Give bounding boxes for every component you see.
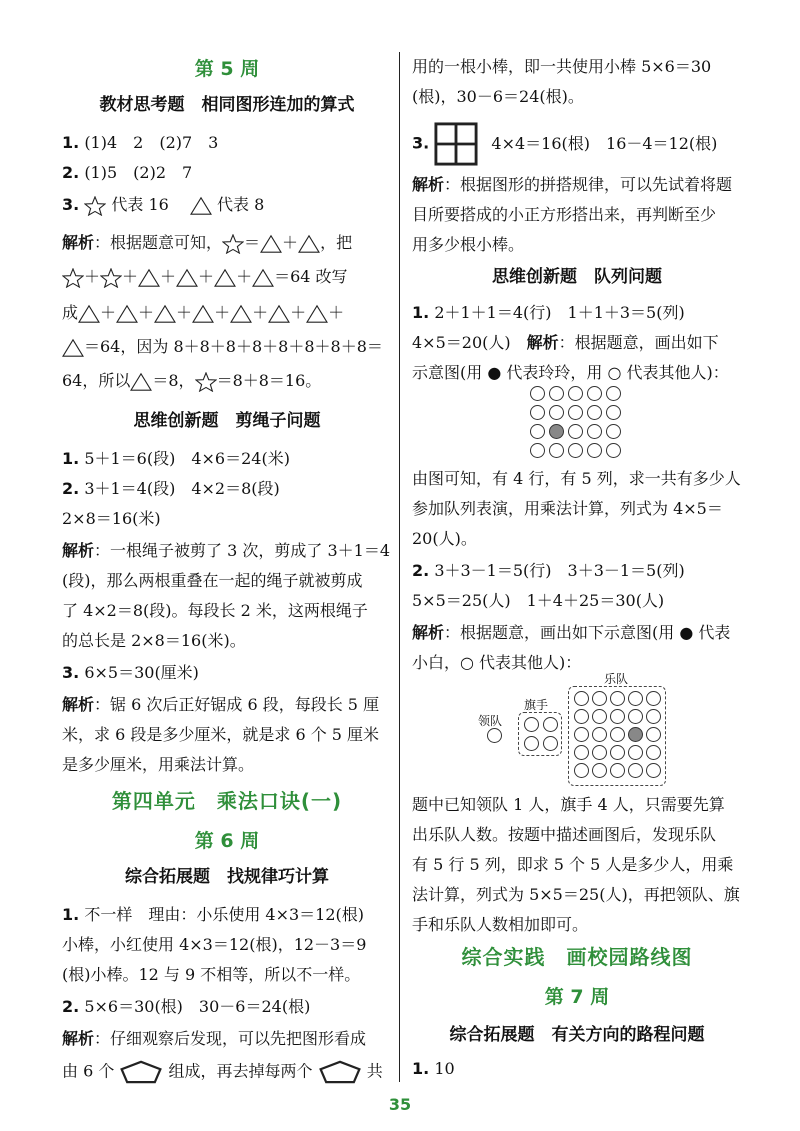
analysis-line: 的总长是 2×8＝16(米)。 bbox=[62, 631, 246, 650]
person-circle bbox=[549, 424, 564, 439]
person-circle bbox=[568, 386, 583, 401]
triangle-icon bbox=[176, 268, 198, 288]
person-circle bbox=[574, 691, 589, 706]
analysis-line: 手和乐队人数相加即可。 bbox=[412, 915, 589, 934]
person-circle bbox=[646, 745, 661, 760]
section-title-pattern: 综合拓展题 找规律巧计算 bbox=[125, 867, 329, 887]
triangle-icon bbox=[130, 372, 152, 392]
person-circle bbox=[549, 386, 564, 401]
analysis-line: 参加队列表演，用乘法计算，列式为 4×5＝ bbox=[412, 499, 723, 518]
person-circle bbox=[606, 443, 621, 458]
analysis-line: 是多少厘米，用乘法计算。 bbox=[62, 755, 255, 774]
person-circle bbox=[592, 691, 607, 706]
triangle-icon bbox=[62, 338, 84, 358]
analysis-line: 用多少根小棒。 bbox=[412, 235, 525, 254]
person-circle bbox=[549, 405, 564, 420]
analysis-line: 解析：根据图形的拼搭规律，可以先试着将题 bbox=[412, 175, 733, 194]
person-circle bbox=[587, 424, 602, 439]
analysis-line: 由图可知，有 4 行，有 5 列，求一共有多少人 bbox=[412, 469, 741, 488]
person-circle bbox=[543, 736, 558, 751]
analysis-line: 了 4×2＝8(段)。每段长 2 米，这两根绳子 bbox=[62, 601, 368, 620]
analysis-line: 有 5 行 5 列，即求 5 个 5 人是多少人，用乘 bbox=[412, 855, 734, 874]
week7-heading: 第 7 周 bbox=[544, 986, 610, 1008]
band-label: 乐队 bbox=[604, 672, 629, 686]
triangle-icon bbox=[138, 268, 160, 288]
answer-2-continued: 2×8＝16(米) bbox=[62, 509, 161, 528]
analysis-line: 题中已知领队 1 人，旗手 4 人，只需要先算 bbox=[412, 795, 725, 814]
answer-1-line: 4×5＝20(人) 解析：根据题意，画出如下 bbox=[412, 333, 719, 352]
person-circle bbox=[574, 745, 589, 760]
analysis-line: 20(人)。 bbox=[412, 529, 477, 548]
pentagon-stick-icon bbox=[119, 1060, 163, 1084]
person-circle bbox=[574, 727, 589, 742]
analysis-line: 解析：根据题意可知， ＝ ＋ ，把 bbox=[62, 233, 353, 252]
person-circle bbox=[592, 745, 607, 760]
triangle-icon bbox=[298, 234, 320, 254]
answer-1: 1. 5＋1＝6(段) 4×6＝24(米) bbox=[62, 449, 290, 468]
answer-1: 1. (1)4 2 (2)7 3 bbox=[62, 133, 219, 152]
analysis-line: 成 ＋ ＋ ＋ ＋ ＋ ＋ ＋ bbox=[62, 303, 345, 322]
person-circle bbox=[568, 424, 583, 439]
answer-1: 1. 2＋1＋1＝4(行) 1＋1＋3＝5(列) bbox=[412, 303, 685, 322]
square-grid-icon bbox=[434, 122, 478, 166]
answer-2: 2. 3＋3－1＝5(行) 3＋3－1＝5(列) bbox=[412, 561, 685, 580]
triangle-icon bbox=[252, 268, 274, 288]
person-circle bbox=[587, 386, 602, 401]
person-circle bbox=[574, 763, 589, 778]
person-circle bbox=[610, 727, 625, 742]
person-circle bbox=[646, 727, 661, 742]
star-icon bbox=[62, 268, 84, 288]
person-circle bbox=[646, 709, 661, 724]
analysis-line: (段)，那么两根重叠在一起的绳子就被剪成 bbox=[62, 571, 363, 590]
answer-1-line: 小棒，小红使用 4×3＝12(根)，12－3＝9 bbox=[62, 935, 367, 954]
person-circle bbox=[568, 405, 583, 420]
band-diagram-5x5 bbox=[574, 691, 664, 781]
triangle-icon bbox=[190, 196, 212, 216]
person-circle bbox=[574, 709, 589, 724]
section-title-same-shapes: 教材思考题 相同图形连加的算式 bbox=[99, 95, 355, 115]
analysis-line: 由 6 个 组成，再去掉每两个 共 bbox=[62, 1060, 392, 1084]
week5-heading: 第 5 周 bbox=[194, 58, 260, 80]
person-circle bbox=[530, 405, 545, 420]
analysis-line: 解析：锯 6 次后正好锯成 6 段，每段长 5 厘 bbox=[62, 695, 380, 714]
person-circle bbox=[606, 386, 621, 401]
answer-3: 3. 代表 16 代表 8 bbox=[62, 195, 265, 214]
person-circle bbox=[628, 745, 643, 760]
analysis-line: 目所要搭成的小正方形搭出来，再判断至少 bbox=[412, 205, 717, 224]
person-circle bbox=[587, 443, 602, 458]
analysis-line: (根)，30－6＝24(根)。 bbox=[412, 87, 584, 106]
leader-label: 领队 bbox=[478, 714, 503, 728]
star-icon bbox=[222, 234, 244, 254]
analysis-line: 解析：一根绳子被剪了 3 次，剪成了 3＋1＝4 bbox=[62, 541, 390, 560]
person-circle bbox=[646, 691, 661, 706]
star-icon bbox=[195, 372, 217, 392]
answer-3: 3. 4×4＝16(根) 16－4＝12(根) bbox=[412, 122, 742, 166]
section-title-direction: 综合拓展题 有关方向的路程问题 bbox=[449, 1025, 705, 1045]
pentagon-stick-icon bbox=[318, 1060, 362, 1084]
person-circle bbox=[606, 405, 621, 420]
analysis-line: ＋ ＋ ＋ ＋ ＋ ＝64 改写 bbox=[62, 266, 392, 288]
answer-1-line: (根)小棒。12 与 9 不相等，所以不一样。 bbox=[62, 965, 361, 984]
answer-2-line: 5×5＝25(人) 1＋4＋25＝30(人) bbox=[412, 591, 665, 610]
triangle-icon bbox=[230, 304, 252, 324]
analysis-line: 法计算，列式为 5×5＝25(人)，再把领队、旗 bbox=[412, 885, 740, 904]
triangle-icon bbox=[306, 304, 328, 324]
answer-2: 2. (1)5 (2)2 7 bbox=[62, 163, 193, 182]
person-circle bbox=[628, 727, 643, 742]
person-circle bbox=[628, 709, 643, 724]
unit4-heading: 第四单元 乘法口诀(一) bbox=[111, 789, 343, 813]
person-circle bbox=[592, 727, 607, 742]
queue-diagram-4x5 bbox=[530, 386, 630, 466]
person-circle bbox=[592, 763, 607, 778]
person-circle bbox=[592, 709, 607, 724]
triangle-icon bbox=[192, 304, 214, 324]
triangle-icon bbox=[78, 304, 100, 324]
person-circle bbox=[524, 717, 539, 732]
person-circle bbox=[628, 691, 643, 706]
triangle-icon bbox=[260, 234, 282, 254]
section-title-queue: 思维创新题 队列问题 bbox=[492, 267, 662, 287]
answer-1: 1. 不一样 理由：小乐使用 4×3＝12(根) bbox=[62, 905, 365, 924]
star-icon bbox=[84, 196, 106, 216]
person-circle bbox=[568, 443, 583, 458]
person-circle bbox=[610, 691, 625, 706]
practice-heading: 综合实践 画校园路线图 bbox=[461, 945, 693, 969]
analysis-line: 用的一根小棒，即一共使用小棒 5×6＝30 bbox=[412, 57, 712, 76]
person-circle bbox=[606, 424, 621, 439]
person-circle bbox=[530, 424, 545, 439]
answer-2: 2. 5×6＝30(根) 30－6＝24(根) bbox=[62, 997, 311, 1016]
person-circle bbox=[543, 717, 558, 732]
person-circle bbox=[646, 763, 661, 778]
page-number: 35 bbox=[388, 1095, 412, 1114]
person-circle bbox=[628, 763, 643, 778]
answer-2: 2. 3＋1＝4(段) 4×2＝8(段) bbox=[62, 479, 280, 498]
person-circle bbox=[610, 763, 625, 778]
person-circle bbox=[530, 443, 545, 458]
leader-circle bbox=[487, 728, 502, 743]
star-icon bbox=[100, 268, 122, 288]
analysis-line: 出乐队人数。按题中描述画图后，发现乐队 bbox=[412, 825, 717, 844]
answer-1-line: 示意图(用 ● 代表玲玲，用 ○ 代表其他人)： bbox=[412, 363, 729, 382]
analysis-line: 64，所以 ＝8， ＝8＋8＝16。 bbox=[62, 371, 322, 390]
analysis-line: ＝64，因为 8＋8＋8＋8＋8＋8＋8＋8＝ bbox=[62, 336, 392, 358]
analysis-line: 解析：仔细观察后发现，可以先把图形看成 bbox=[62, 1029, 367, 1048]
flag-diagram-2x2 bbox=[524, 717, 560, 753]
analysis-line: 米，求 6 段是多少厘米，就是求 6 个 5 厘米 bbox=[62, 725, 380, 744]
triangle-icon bbox=[154, 304, 176, 324]
flag-label: 旗手 bbox=[524, 698, 549, 712]
person-circle bbox=[610, 709, 625, 724]
triangle-icon bbox=[268, 304, 290, 324]
triangle-icon bbox=[214, 268, 236, 288]
person-circle bbox=[610, 745, 625, 760]
person-circle bbox=[549, 443, 564, 458]
analysis-line: 解析：根据题意，画出如下示意图(用 ● 代表 bbox=[412, 623, 731, 642]
column-divider bbox=[399, 52, 400, 1082]
week6-heading: 第 6 周 bbox=[194, 830, 260, 852]
answer-1: 1. 10 bbox=[412, 1059, 455, 1078]
person-circle bbox=[530, 386, 545, 401]
analysis-line: 小白，○ 代表其他人)： bbox=[412, 653, 582, 672]
person-circle bbox=[587, 405, 602, 420]
answer-3: 3. 6×5＝30(厘米) bbox=[62, 663, 199, 682]
triangle-icon bbox=[116, 304, 138, 324]
section-title-rope: 思维创新题 剪绳子问题 bbox=[133, 411, 321, 431]
person-circle bbox=[524, 736, 539, 751]
